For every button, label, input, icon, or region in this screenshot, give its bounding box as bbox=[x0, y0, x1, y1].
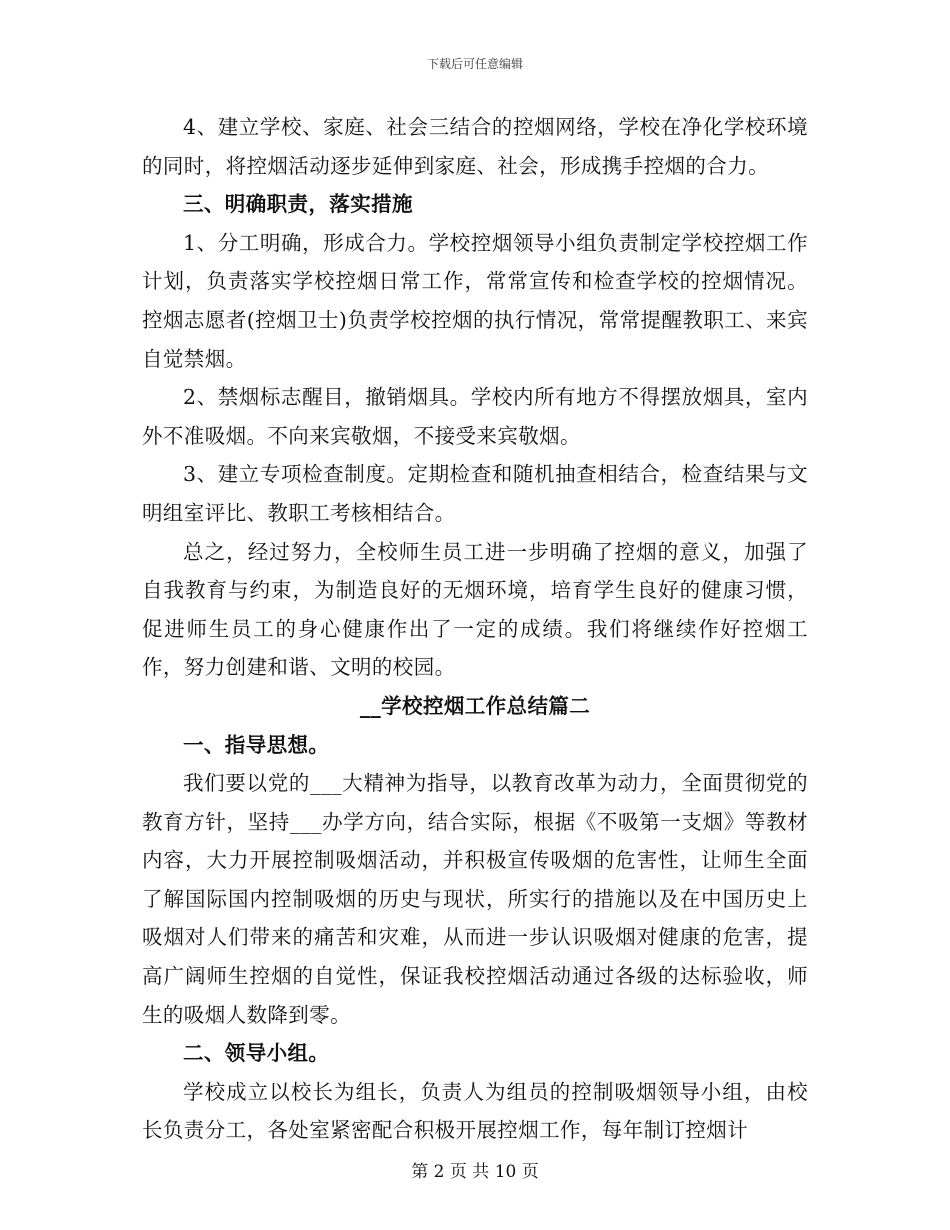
paragraph-network: 4、建立学校、家庭、社会三结合的控烟网络，学校在净化学校环境的同时，将控烟活动逐步延伸到家庭、社会，形成携手控烟的合力。 bbox=[142, 115, 808, 178]
paragraph-summary: 总之，经过努力，全校师生员工进一步明确了控烟的意义，加强了自我教育与约束，为制造良好的无烟环境，培育学生良好的健康习惯，促进师生员工的身心健康作出了一定的成绩。我们将继续作好控烟工作，努力创建和谐、文明的校园。 bbox=[142, 539, 808, 680]
paragraph-guiding-ideology: 我们要以党的___大精神为指导，以教育改革为动力，全面贯彻党的教育方针，坚持___办学方向，结合实际，根据《不吸第一支烟》等教材内容，大力开展控制吸烟活动，并积极宣传吸烟的危害性，让师生全面了解国际国内控制吸烟的历史与现状，所实行的措施以及在中国历史上吸烟对人们带来的痛苦和灾难，从而进一步认识吸烟对健康的危害，提高广阔师生控烟的自觉性，保证我校控烟活动通过各级的达标验收，师生的吸烟人数降到零。 bbox=[142, 771, 808, 1027]
heading-guiding-ideology: 一、指导思想。 bbox=[183, 732, 330, 757]
heading-responsibilities: 三、明确职责，落实措施 bbox=[183, 192, 413, 217]
paragraph-leadership-group: 学校成立以校长为组长，负责人为组员的控制吸烟领导小组，由校长负责分工，各处室紧密配合积极开展控烟工作，每年制订控烟计 bbox=[142, 1079, 808, 1143]
download-note: 下载后可任意编辑 bbox=[426, 57, 523, 71]
paragraph-no-smoking-signs: 2、禁烟标志醒目，撤销烟具。学校内所有地方不得摆放烟具，室内外不准吸烟。不向来宾敬烟，不接受来宾敬烟。 bbox=[142, 385, 808, 448]
paragraph-inspection-system: 3、建立专项检查制度。定期检查和随机抽查相结合，检查结果与文明组室评比、教职工考核相结合。 bbox=[142, 462, 808, 525]
paragraph-division-of-labor: 1、分工明确，形成合力。学校控烟领导小组负责制定学校控烟工作计划，负责落实学校控烟日常工作，常常宣传和检查学校的控烟情况。控烟志愿者(控烟卫士)负责学校控烟的执行情况，常常提醒教职工、来宾自觉禁烟。 bbox=[142, 230, 808, 371]
document-body bbox=[142, 108, 808, 1150]
section-title: __学校控烟工作总结篇二 bbox=[359, 693, 591, 718]
heading-leadership-group: 二、领导小组。 bbox=[183, 1041, 330, 1066]
page-number: 第 2 页 共 10 页 bbox=[411, 1162, 539, 1182]
